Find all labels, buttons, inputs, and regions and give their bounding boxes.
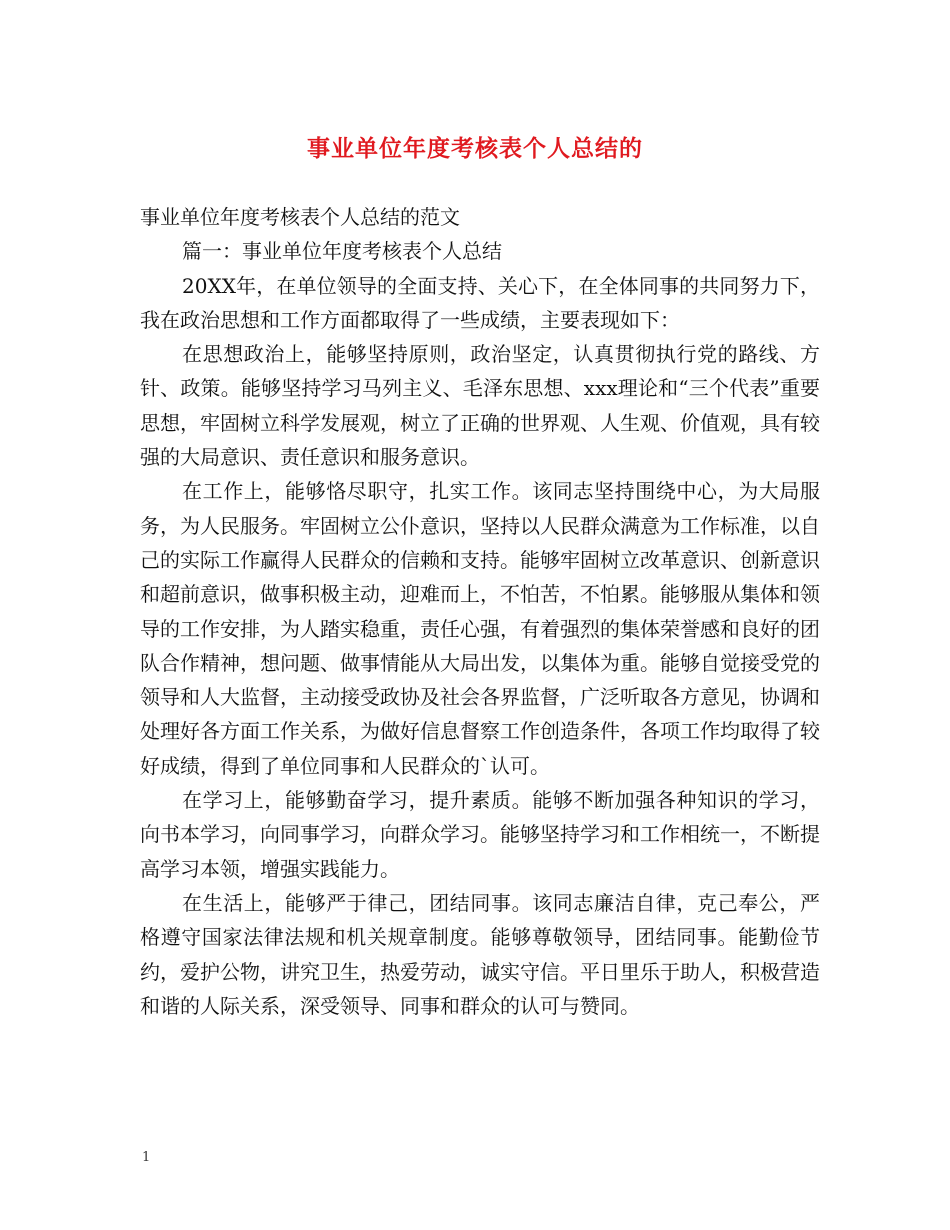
- page-number: 1: [142, 1150, 151, 1165]
- document-body: [140, 200, 820, 1023]
- paragraph-politics: 在思想政治上，能够坚持原则，政治坚定，认真贯彻执行党的路线、方针、政策。能够坚持学习马列主义、毛泽东思想、xxx理论和“三个代表”重要思想，牢固树立科学发展观，树立了正确的世界观、人生观、价值观，具有较强的大局意识、责任意识和服务意识。: [140, 342, 820, 470]
- paragraph-work: 在工作上，能够恪尽职守，扎实工作。该同志坚持围绕中心，为大局服务，为人民服务。牢固树立公仆意识，坚持以人民群众满意为工作标准，以自己的实际工作赢得人民群众的信赖和支持。能够牢固树立改革意识、创新意识和超前意识，做事积极主动，迎难而上，不怕苦，不怕累。能够服从集体和领导的工作安排，为人踏实稳重，责任心强，有着强烈的集体荣誉感和良好的团队合作精神，想问题、做事情能从大局出发，以集体为重。能够自觉接受党的领导和人大监督，主动接受政协及社会各界监督，广泛听取各方意见，协调和处理好各方面工作关系，为做好信息督察工作创造条件，各项工作均取得了较好成绩，得到了单位同事和人民群众的`认可。: [140, 479, 820, 778]
- paragraph-subtitle: 事业单位年度考核表个人总结的范文: [140, 205, 460, 229]
- paragraph-section-heading: 篇一：事业单位年度考核表个人总结: [182, 239, 502, 264]
- paragraph-study: 在学习上，能够勤奋学习，提升素质。能够不断加强各种知识的学习，向书本学习，向同事学习，向群众学习。能够坚持学习和工作相统一，不断提高学习本领，增强实践能力。: [140, 788, 820, 881]
- paragraph-intro: 20XX年，在单位领导的全面支持、关心下，在全体同事的共同努力下，我在政治思想和工作方面都取得了一些成绩，主要表现如下：: [140, 273, 820, 332]
- paragraph-life: 在生活上，能够严于律己，团结同事。该同志廉洁自律，克己奉公，严格遵守国家法律法规和机关规章制度。能够尊敬领导，团结同事。能勤俭节约，爱护公物，讲究卫生，热爱劳动，诚实守信。平日里乐于助人，积极营造和谐的人际关系，深受领导、同事和群众的认可与赞同。: [140, 890, 820, 1018]
- document-title: 事业单位年度考核表个人总结的: [307, 135, 643, 162]
